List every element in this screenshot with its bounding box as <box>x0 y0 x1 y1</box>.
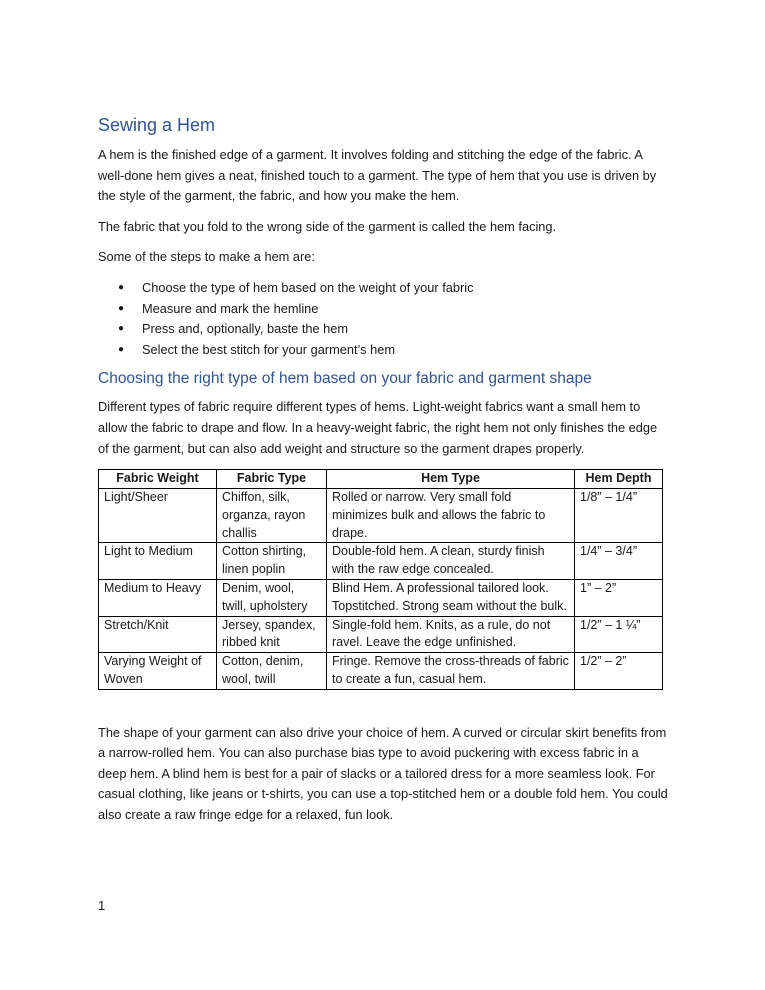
section-paragraph: Different types of fabric require different types of hems. Light-weight fabrics want a small hem to allow the fabric to drape and flow. In a heavy-weight fabric, the right hem not only finishes the edge of the garment, but can also add weight and structure so the garment drapes properly. <box>98 399 658 456</box>
cell-fabric-type: Jersey, spandex, ribbed knit <box>217 616 327 653</box>
table-row <box>99 616 663 653</box>
cell-fabric-weight: Stretch/Knit <box>99 616 217 653</box>
table-row <box>99 653 663 690</box>
cell-hem-type: Fringe. Remove the cross-threads of fabric to create a fun, casual hem. <box>327 653 575 690</box>
intro-paragraph-3: Some of the steps to make a hem are: <box>98 249 315 265</box>
document-page <box>98 110 668 836</box>
cell-hem-depth: 1/8” – 1/4” <box>575 488 663 542</box>
step-item: ● Press and, optionally, baste the hem <box>98 319 668 340</box>
intro-paragraph-2: The fabric that you fold to the wrong side of the garment is called the hem facing. <box>98 218 557 234</box>
table-row <box>99 488 663 542</box>
header-fabric-type: Fabric Type <box>217 470 327 489</box>
intro-paragraph-1: A hem is the finished edge of a garment. It involves folding and stitching the edge of the fabric. A well-done hem gives a neat, finished touch to a garment. The type of hem that you use is driven by the style of the garment, the fabric, and how you make the hem. <box>98 147 657 204</box>
table-header-row <box>99 470 663 489</box>
cell-fabric-weight: Light/Sheer <box>99 488 217 542</box>
cell-hem-depth: 1” – 2” <box>575 579 663 616</box>
step-item: ● Select the best stitch for your garment’s hem <box>98 340 668 361</box>
cell-fabric-type: Cotton, denim, wool, twill <box>217 653 327 690</box>
header-hem-depth: Hem Depth <box>575 470 663 489</box>
closing-paragraph: The shape of your garment can also drive your choice of hem. A curved or circular skirt benefits from a narrow-rolled hem. You can also purchase bias type to avoid puckering with excess fabric in a deep hem. A blind hem is best for a pair of slacks or a tailored dress for a more seamless look. For casual clothing, like jeans or t-shirts, you can use a top-stitched hem or a double fold hem. You could also create a raw fringe edge for a relaxed, fun look. <box>98 724 668 823</box>
cell-hem-type: Rolled or narrow. Very small fold minimizes bulk and allows the fabric to drape. <box>327 488 575 542</box>
document-title: Sewing a Hem <box>98 115 216 135</box>
cell-fabric-type: Denim, wool, twill, upholstery <box>217 579 327 616</box>
header-hem-type: Hem Type <box>327 470 575 489</box>
steps-list <box>98 278 668 360</box>
cell-fabric-weight: Light to Medium <box>99 543 217 580</box>
cell-hem-type: Blind Hem. A professional tailored look. Topstitched. Strong seam without the bulk. <box>327 579 575 616</box>
step-item: ● Measure and mark the hemline <box>98 299 668 320</box>
hem-types-table <box>98 469 663 690</box>
table-row <box>99 579 663 616</box>
cell-fabric-weight: Varying Weight of Woven <box>99 653 217 690</box>
cell-hem-type: Single-fold hem. Knits, as a rule, do not ravel. Leave the edge unfinished. <box>327 616 575 653</box>
cell-hem-depth: 1/2” – 2” <box>575 653 663 690</box>
table-row <box>99 543 663 580</box>
step-item: ● Choose the type of hem based on the weight of your fabric <box>98 278 668 299</box>
cell-fabric-type: Chiffon, silk, organza, rayon challis <box>217 488 327 542</box>
header-fabric-weight: Fabric Weight <box>99 470 217 489</box>
cell-fabric-weight: Medium to Heavy <box>99 579 217 616</box>
page-number: 1 <box>98 898 106 913</box>
cell-hem-depth: 1/4” – 3/4” <box>575 543 663 580</box>
section-heading: Choosing the right type of hem based on your fabric and garment shape <box>98 370 592 388</box>
cell-hem-type: Double-fold hem. A clean, sturdy finish with the raw edge concealed. <box>327 543 575 580</box>
cell-fabric-type: Cotton shirting, linen poplin <box>217 543 327 580</box>
cell-hem-depth: 1/2” – 1 ¼” <box>575 616 663 653</box>
